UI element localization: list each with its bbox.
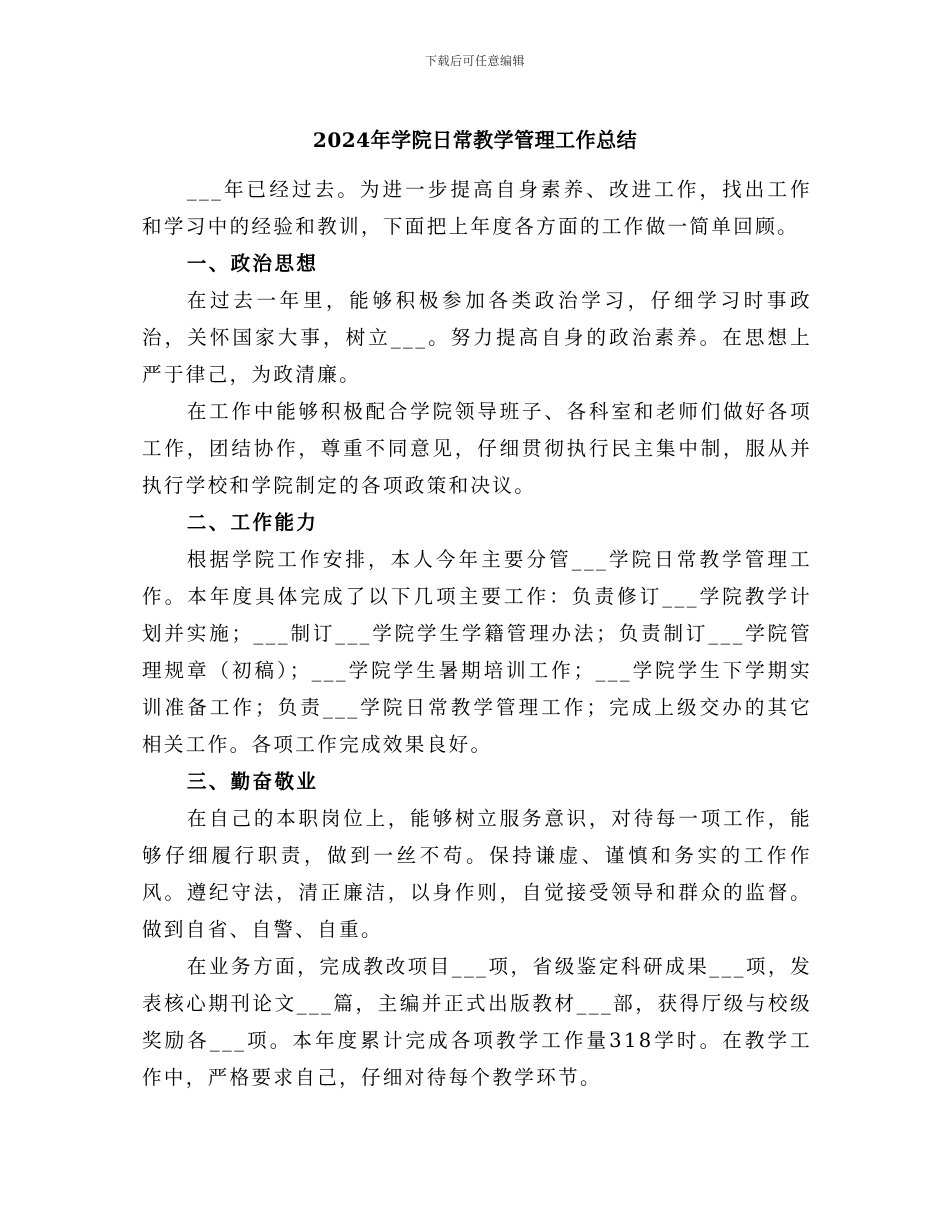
body-paragraph: 在工作中能够积极配合学院领导班子、各科室和老师们做好各项工作，团结协作，尊重不同意见，仔细贯彻执行民主集中制，服从并执行学校和学院制定的各项政策和决议。 (142, 400, 812, 497)
body-paragraph: 根据学院工作安排，本人今年主要分管___学院日常教学管理工作。本年度具体完成了以下几项主要工作：负责修订___学院教学计划并实施；___制订___学院学生学籍管理办法；负责制订___学院管理规章（初稿）；___学院学生暑期培训工作；___学院学生下学期实训准备工作；负责___学院日常教学管理工作；完成上级交办的其它相关工作。各项工作完成效果良好。 (142, 548, 812, 756)
document-title: 2024年学院日常教学管理工作总结 (312, 128, 638, 152)
body-paragraph: 在业务方面，完成教改项目___项，省级鉴定科研成果___项，发表核心期刊论文___篇，主编并正式出版教材___部，获得厅级与校级奖励各___项。本年度累计完成各项教学工作量318学时。在教学工作中，严格要求自己，仔细对待每个教学环节。 (142, 955, 812, 1089)
body-paragraph: 在过去一年里，能够积极参加各类政治学习，仔细学习时事政治，关怀国家大事，树立___。努力提高自身的政治素养。在思想上严于律己，为政清廉。 (142, 289, 812, 386)
section-heading-ability: 二、工作能力 (186, 511, 319, 534)
section-heading-diligence: 三、勤奋敬业 (186, 770, 319, 793)
body-paragraph: 在自己的本职岗位上，能够树立服务意识，对待每一项工作，能够仔细履行职责，做到一丝不苟。保持谦虚、谨慎和务实的工作作风。遵纪守法，清正廉洁，以身作则，自觉接受领导和群众的监督。做到自省、自警、自重。 (142, 807, 812, 941)
section-heading-political: 一、政治思想 (186, 252, 319, 275)
page-header-note: 下载后可任意编辑 (424, 54, 525, 68)
intro-paragraph: ___年已经过去。为进一步提高自身素养、改进工作，找出工作和学习中的经验和教训，下面把上年度各方面的工作做一简单回顾。 (142, 178, 812, 238)
document-body (142, 171, 812, 1096)
